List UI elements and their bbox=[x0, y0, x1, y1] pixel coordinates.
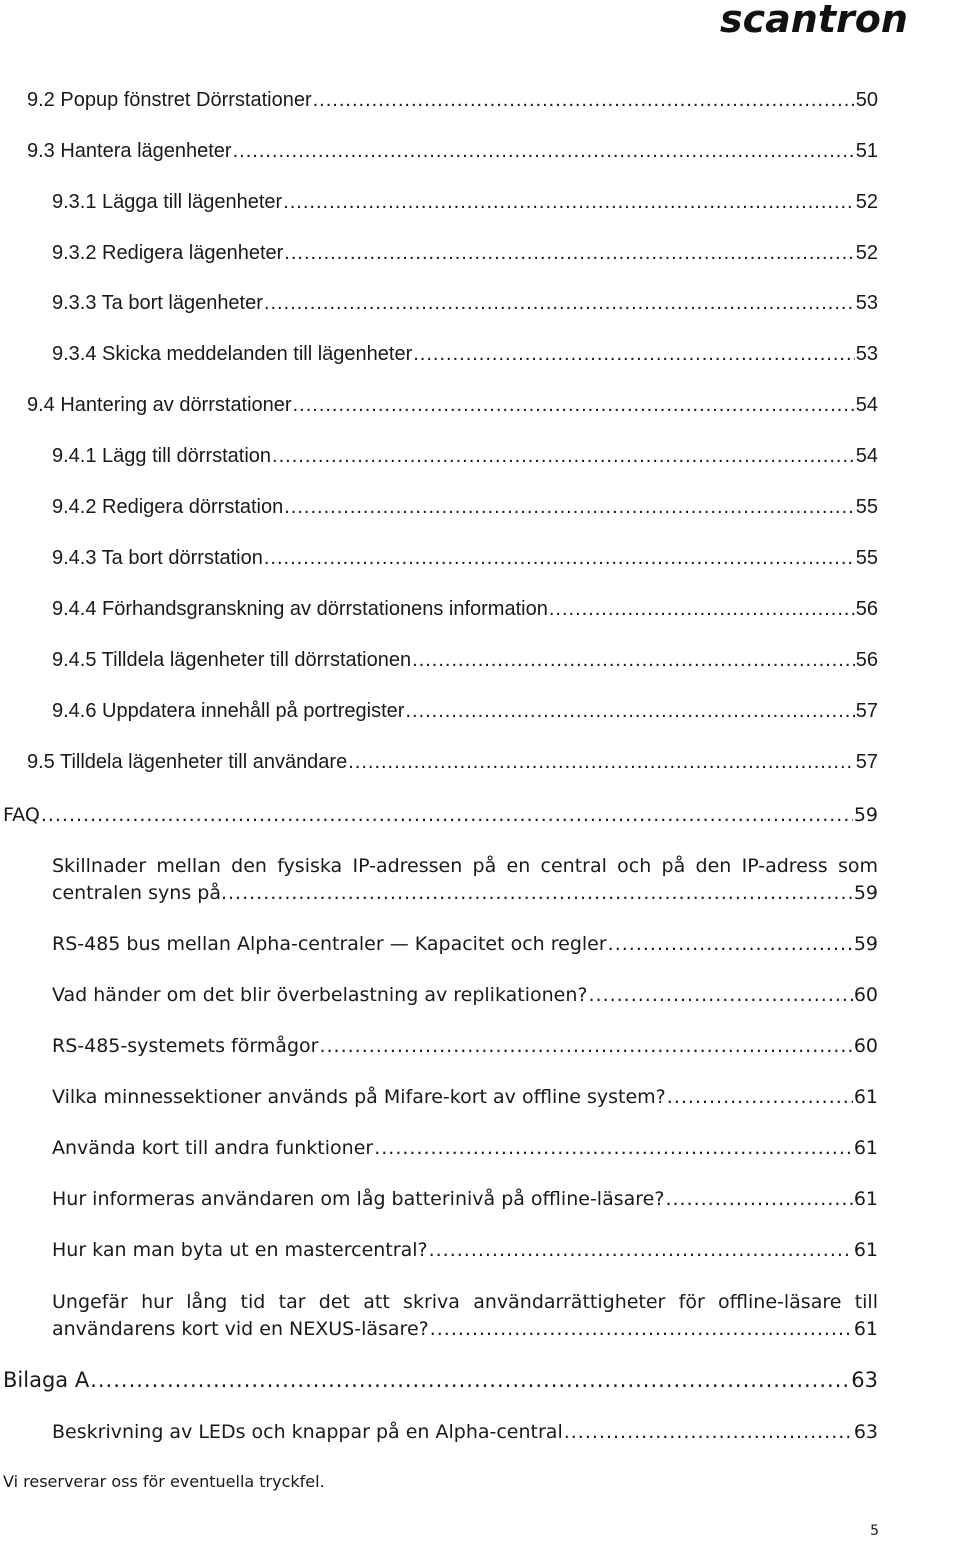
toc-page: 59 bbox=[853, 804, 878, 826]
toc-title: 9.5 Tilldela lägenheter till användare bbox=[27, 751, 348, 773]
toc-entry[interactable] bbox=[52, 1187, 878, 1211]
toc-entry[interactable] bbox=[52, 291, 878, 315]
toc-page: 54 bbox=[855, 445, 878, 467]
toc-page: 50 bbox=[855, 89, 878, 111]
toc-entry[interactable] bbox=[52, 853, 878, 907]
toc-leader bbox=[374, 1136, 853, 1160]
toc-entry[interactable] bbox=[52, 444, 878, 468]
toc-title-continued: användarens kort vid en NEXUS-läsare? bbox=[52, 1318, 429, 1340]
toc-title: 9.4.6 Uppdatera innehåll på portregister bbox=[52, 700, 405, 722]
toc-entry[interactable] bbox=[52, 983, 878, 1007]
toc-leader bbox=[233, 139, 855, 163]
toc-title: Använda kort till andra funktioner bbox=[52, 1137, 374, 1159]
toc-leader bbox=[228, 880, 853, 907]
toc-entry[interactable] bbox=[52, 342, 878, 366]
toc-title: 9.4.4 Förhandsgranskning av dörrstationens information bbox=[52, 598, 548, 620]
toc-leader bbox=[348, 750, 855, 774]
toc-page: 59 bbox=[853, 882, 878, 904]
toc-entry[interactable] bbox=[52, 1420, 878, 1444]
toc-page: 57 bbox=[855, 700, 878, 722]
toc-page: 55 bbox=[855, 547, 878, 569]
toc-entry[interactable] bbox=[27, 750, 878, 774]
toc-page: 53 bbox=[855, 343, 878, 365]
toc-title: Bilaga A bbox=[3, 1368, 90, 1392]
toc-leader bbox=[413, 342, 855, 366]
toc-entry[interactable] bbox=[52, 597, 878, 621]
toc-entry[interactable] bbox=[52, 699, 878, 723]
toc-page: 60 bbox=[853, 984, 878, 1006]
toc-leader bbox=[405, 699, 854, 723]
toc-leader bbox=[564, 1420, 853, 1444]
toc-title: 9.3.2 Redigera lägenheter bbox=[52, 242, 284, 264]
toc-page: 57 bbox=[855, 751, 878, 773]
footer-note: Vi reserverar oss för eventuella tryckfel. bbox=[3, 1472, 325, 1491]
toc-entry[interactable] bbox=[52, 932, 878, 956]
toc-leader bbox=[272, 444, 855, 468]
toc-title: Hur kan man byta ut en mastercentral? bbox=[52, 1239, 428, 1261]
toc-leader bbox=[284, 495, 855, 519]
toc-page: 51 bbox=[855, 140, 878, 162]
toc-title: 9.4.1 Lägg till dörrstation bbox=[52, 445, 272, 467]
logo-wordmark: scantron bbox=[720, 2, 908, 38]
toc-title: 9.4.2 Redigera dörrstation bbox=[52, 496, 284, 518]
toc-entry[interactable] bbox=[52, 1085, 878, 1109]
toc-entry[interactable] bbox=[27, 88, 878, 112]
toc-page: 63 bbox=[853, 1421, 878, 1443]
toc-entry[interactable] bbox=[52, 241, 878, 265]
toc-leader bbox=[284, 241, 854, 265]
toc-title: 9.4.5 Tilldela lägenheter till dörrstationen bbox=[52, 649, 412, 671]
toc-page: 54 bbox=[855, 394, 878, 416]
toc-title: RS-485 bus mellan Alpha-centraler — Kapacitet och regler bbox=[52, 933, 607, 955]
toc-entry[interactable] bbox=[52, 190, 878, 214]
toc-leader bbox=[588, 983, 852, 1007]
page-number: 5 bbox=[870, 1523, 879, 1539]
toc-title: Beskrivning av LEDs och knappar på en Alpha-central bbox=[52, 1421, 563, 1443]
toc-title: 9.3.3 Ta bort lägenheter bbox=[52, 292, 263, 314]
toc-leader bbox=[313, 88, 855, 112]
toc-title: 9.4 Hantering av dörrstationer bbox=[27, 394, 292, 416]
toc-title: 9.3 Hantera lägenheter bbox=[27, 140, 232, 162]
toc-page: 53 bbox=[855, 292, 878, 314]
scantron-logo bbox=[720, 2, 956, 38]
toc-page: 52 bbox=[855, 191, 878, 213]
toc-leader bbox=[283, 190, 855, 214]
toc-leader bbox=[665, 1187, 852, 1211]
toc-page: 61 bbox=[853, 1188, 878, 1210]
toc-page: 59 bbox=[853, 933, 878, 955]
toc-leader bbox=[264, 291, 855, 315]
toc-leader bbox=[319, 1034, 852, 1058]
toc-page: 55 bbox=[855, 496, 878, 518]
toc-leader bbox=[667, 1085, 853, 1109]
toc-entry[interactable] bbox=[27, 393, 878, 417]
toc-entry[interactable] bbox=[52, 1136, 878, 1160]
toc-entry[interactable] bbox=[52, 546, 878, 570]
toc-entry[interactable] bbox=[52, 495, 878, 519]
toc-title: RS-485-systemets förmågor bbox=[52, 1035, 319, 1057]
toc-page: 56 bbox=[855, 598, 878, 620]
toc-title: FAQ bbox=[3, 804, 40, 826]
toc-leader bbox=[412, 648, 855, 672]
toc-title-continued: centralen syns på. bbox=[52, 882, 227, 904]
toc-title: 9.2 Popup fönstret Dörrstationer bbox=[27, 89, 312, 111]
toc-entry[interactable] bbox=[52, 1238, 878, 1262]
toc-leader bbox=[293, 393, 855, 417]
toc-title: Hur informeras användaren om låg batterinivå på offline-läsare? bbox=[52, 1188, 665, 1210]
toc-leader bbox=[90, 1368, 850, 1392]
toc-entry[interactable] bbox=[52, 648, 878, 672]
toc-page: 61 bbox=[853, 1318, 878, 1340]
toc-title: 9.3.4 Skicka meddelanden till lägenheter bbox=[52, 343, 413, 365]
toc-page: 56 bbox=[855, 649, 878, 671]
toc-entry[interactable] bbox=[3, 803, 878, 827]
toc-leader bbox=[608, 932, 853, 956]
toc-title: Ungefär hur lång tid tar det att skriva användarrättigheter för offline-läsare till bbox=[52, 1291, 878, 1313]
toc-title: Skillnader mellan den fysiska IP-adressen på en central och på den IP-adress som bbox=[52, 855, 878, 877]
toc-leader bbox=[549, 597, 855, 621]
toc-leader bbox=[430, 1316, 853, 1343]
toc-leader bbox=[264, 546, 855, 570]
toc-page: 60 bbox=[853, 1035, 878, 1057]
toc-leader bbox=[41, 803, 853, 827]
toc-entry[interactable] bbox=[3, 1368, 878, 1392]
toc-page: 52 bbox=[855, 242, 878, 264]
toc-page: 63 bbox=[851, 1368, 878, 1392]
toc-entry[interactable] bbox=[27, 139, 878, 163]
toc-entry[interactable] bbox=[52, 1289, 878, 1343]
toc-title: 9.4.3 Ta bort dörrstation bbox=[52, 547, 263, 569]
toc-page: 61 bbox=[853, 1086, 878, 1108]
toc-page: 61 bbox=[853, 1239, 878, 1261]
toc-page: 61 bbox=[853, 1137, 878, 1159]
toc-leader bbox=[429, 1238, 853, 1262]
toc-entry[interactable] bbox=[52, 1034, 878, 1058]
toc-title: Vilka minnessektioner används på Mifare-kort av offline system? bbox=[52, 1086, 666, 1108]
toc-title: 9.3.1 Lägga till lägenheter bbox=[52, 191, 283, 213]
toc-title: Vad händer om det blir överbelastning av replikationen? bbox=[52, 984, 588, 1006]
